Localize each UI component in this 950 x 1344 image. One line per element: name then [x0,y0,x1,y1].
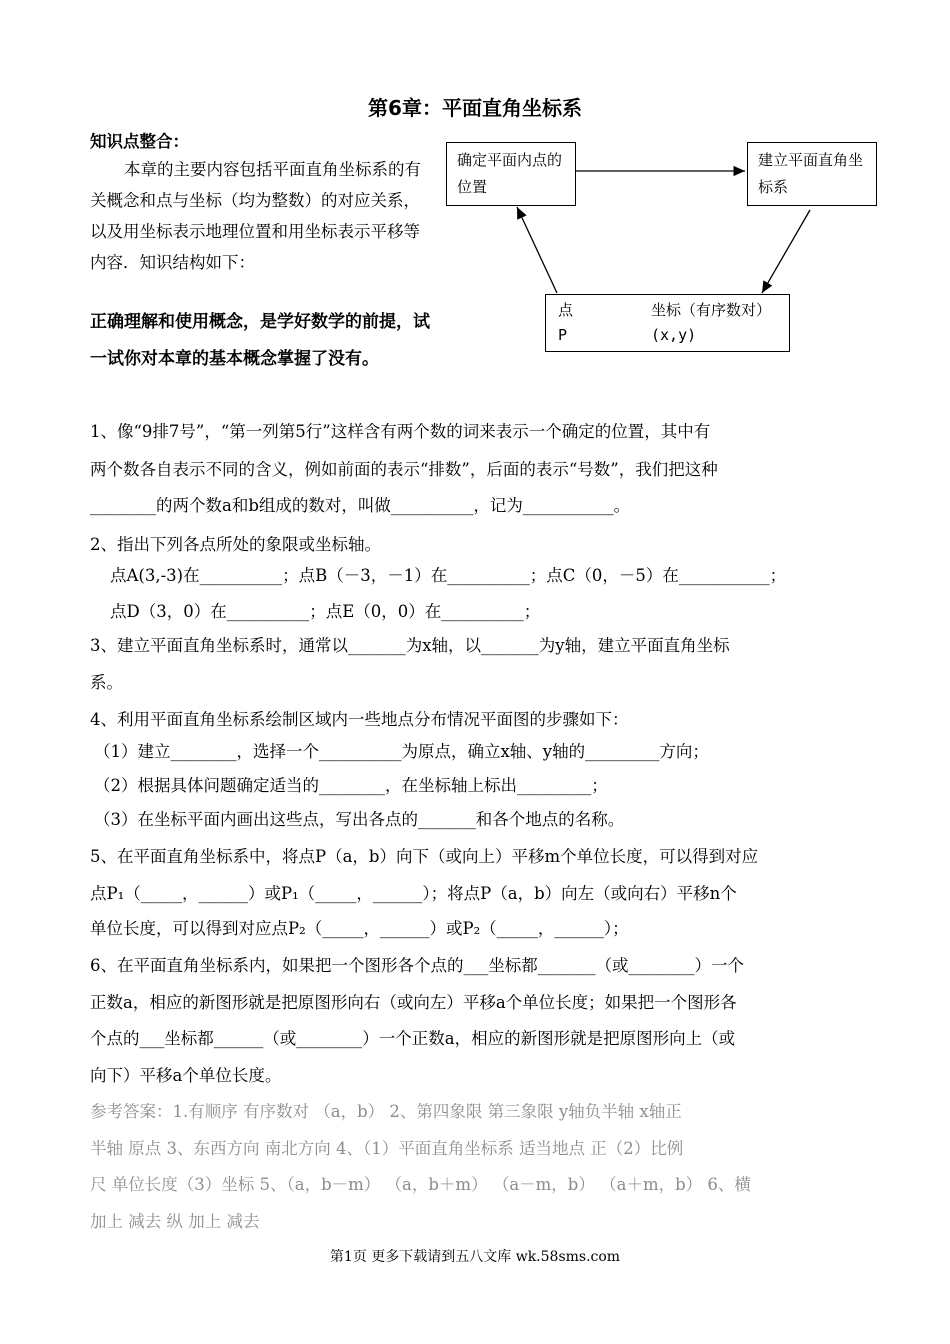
diagram-arrows [0,0,950,420]
emphasis-paragraph: 正确理解和使用概念，是学好数学的前提，试一试你对本章的基本概念掌握了没有。 [90,312,430,369]
question-6-line-4: 向下）平移a个单位长度。 [90,1066,282,1085]
arrow-box2-to-box3 [762,210,810,293]
question-4-step-2: （2）根据具体问题确定适当的________，在坐标轴上标出_________； [94,776,608,795]
question-4-line-1: 4、利用平面直角坐标系绘制区域内一些地点分布情况平面图的步骤如下： [90,710,629,729]
arrow-box3-to-box1 [517,207,557,293]
diagram-box-build-system [747,142,877,206]
answers-line-2: 半轴 原点 3、东西方向 南北方向 4、（1）平面直角坐标系 适当地点 正（2）比例 [90,1139,684,1158]
question-2-line-1: 2、指出下列各点所处的象限或坐标轴。 [90,535,381,554]
question-2-line-2: 点A(3,-3)在__________；点B（－3，－1）在__________；点C（0，－5）在___________； [110,566,787,585]
question-1-line-3: ________的两个数a和b组成的数对，叫做__________，记为___________。 [90,496,631,515]
question-5-line-2: 点P₁（_____，______）或P₁（_____，______）；将点P（a，b）向左（或向右）平移n个 [90,884,737,903]
box-build-system-text: 建立平面直角坐标系 [758,151,864,196]
answers-line-1: 参考答案：1.有顺序 有序数对 （a，b） 2、第四象限 第三象限 y轴负半轴 x轴正 [90,1102,682,1121]
question-4-step-1: （1）建立________，选择一个__________为原点，确立x轴、y轴的_________方向； [94,742,709,761]
question-5-line-1: 5、在平面直角坐标系中，将点P（a，b）向下（或向上）平移m个单位长度，可以得到对应 [90,847,759,866]
box-point-label: 点 [558,301,574,319]
question-6-line-2: 正数a，相应的新图形就是把原图形向右（或向左）平移a个单位长度；如果把一个图形各 [90,993,737,1012]
page-footer: 第1页 更多下载请到五八文库 wk.58sms.com [329,1249,621,1265]
question-3-line-2: 系。 [90,673,123,692]
section-heading: 知识点整合： [90,132,189,151]
diagram-box-locate-point [446,142,576,206]
question-6-line-3: 个点的___坐标都______（或________）一个正数a，相应的新图形就是把原图形向上（或 [90,1029,736,1048]
page-title: 第6章：平面直角坐标系 [368,96,582,120]
box-locate-point-text: 确定平面内点的位置 [457,151,563,196]
intro-paragraph: 本章的主要内容包括平面直角坐标系的有关概念和点与坐标（均为整数）的对应关系，以及用坐标表示地理位置和用坐标表示平移等内容．知识结构如下： [90,160,421,272]
question-1-line-2: 两个数各自表示不同的含义，例如前面的表示“排数”，后面的表示“号数”，我们把这种 [90,460,718,479]
question-4-step-3: （3）在坐标平面内画出这些点，写出各点的_______和各个地点的名称。 [94,810,625,829]
box-point-p: P [558,326,568,344]
question-3-line-1: 3、建立平面直角坐标系时，通常以_______为x轴，以_______为y轴，建立平面直角坐标 [90,636,730,655]
answers-line-4: 加上 减去 纵 加上 减去 [90,1212,260,1231]
box-coordinate-label: 坐标（有序数对） [651,301,772,319]
question-6-line-1: 6、在平面直角坐标系内，如果把一个图形各个点的___坐标都_______（或________）一个 [90,956,744,975]
question-5-line-3: 单位长度，可以得到对应点P₂（_____，______）或P₂（_____，______）； [90,919,629,938]
diagram-box-point-coordinate [545,294,790,352]
box-coordinate-xy: (x,y) [651,326,697,344]
question-1-line-1: 1、像“9排7号”，“第一列第5行”这样含有两个数的词来表示一个确定的位置，其中有 [90,422,711,441]
question-2-line-3: 点D（3，0）在__________；点E（0，0）在__________； [110,602,541,621]
answers-line-3: 尺 单位长度（3）坐标 5、（a，b－m） （a，b＋m） （a－m，b） （a＋m，b） 6、横 [90,1175,751,1194]
